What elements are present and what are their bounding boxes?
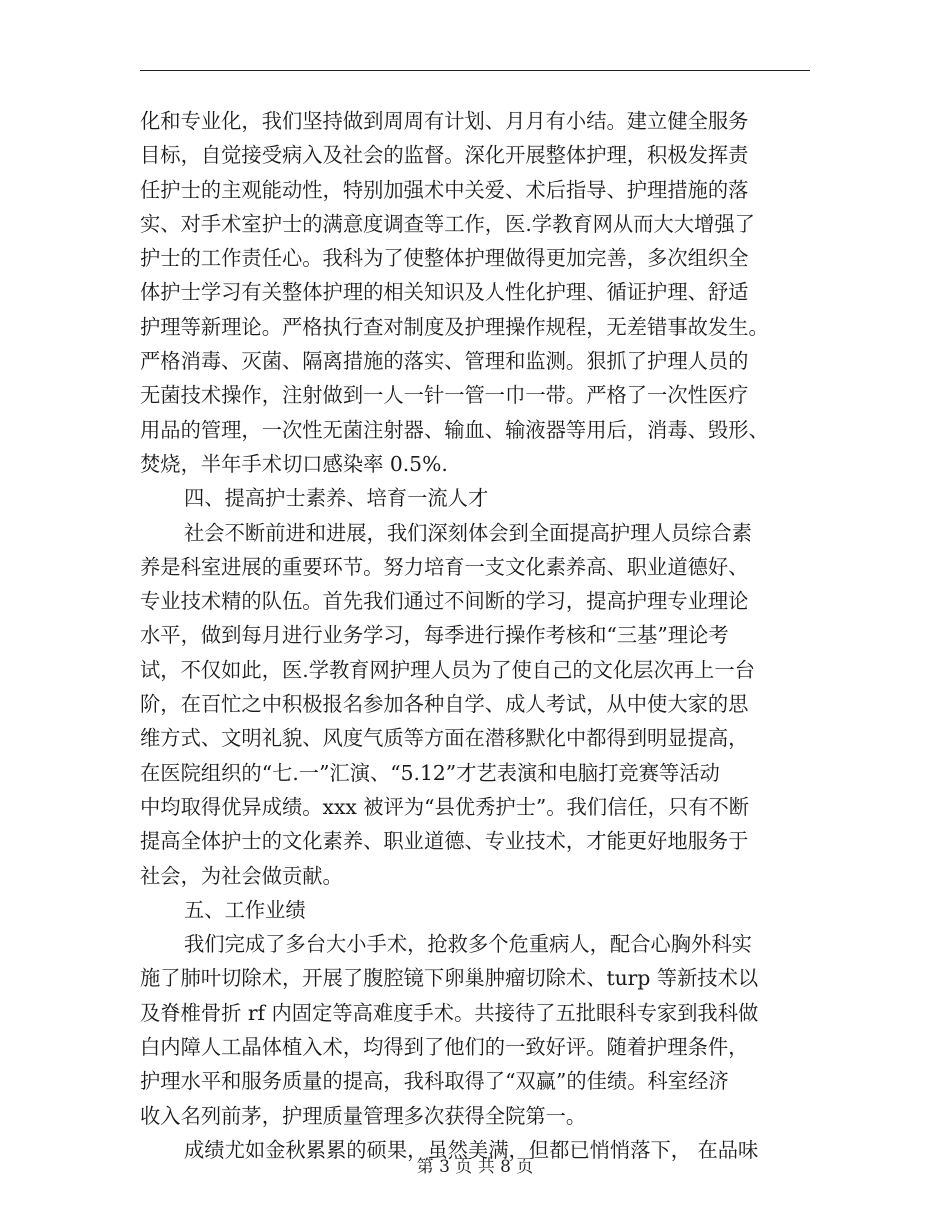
text-line: 成绩尤如金秋累累的硕果，虽然美满，但都已悄悄落下， 在品味 <box>184 1137 759 1162</box>
text-line: 体护士学习有关整体护理的相关知识及人性化护理、循证护理、舒适 <box>140 280 749 305</box>
text-line: 白内障人工晶体植入术，均得到了他们的一致好评。随着护理条件， <box>140 1035 749 1060</box>
text-line: 焚烧，半年手术切口感染率 0.5%. <box>140 451 448 476</box>
section-heading: 五、工作业绩 <box>184 897 306 922</box>
text-line: 在医院组织的“七.一”汇演、“5.12”才艺表演和电脑打竞赛等活动 <box>140 760 720 785</box>
text-line: 提高全体护士的文化素养、职业道德、专业技术，才能更好地服务于 <box>140 829 749 854</box>
text-line: 阶，在百忙之中积极报名参加各种自学、成人考试，从中使大家的思 <box>140 692 749 717</box>
text-line: 中均取得优异成绩。xxx 被评为“县优秀护士”。我们信任，只有不断 <box>140 794 750 819</box>
text-line: 化和专业化，我们坚持做到周周有计划、月月有小结。建立健全服务 <box>140 109 749 133</box>
text-line: 护理等新理论。严格执行查对制度及护理操作规程，无差错事故发生。 <box>140 314 769 339</box>
page-footer: 第 3 页 共 8 页 <box>416 1157 534 1177</box>
text-line: 维方式、文明礼貌、风度气质等方面在潜移默化中都得到明显提高， <box>140 726 749 751</box>
text-line: 施了肺叶切除术，开展了腹腔镜下卵巢肿瘤切除术、turp 等新技术以 <box>140 966 759 991</box>
section-heading: 四、提高护士素养、培育一流人才 <box>184 486 489 511</box>
text-line: 我们完成了多台大小手术，抢救多个危重病人，配合心胸外科实 <box>184 932 752 957</box>
text-line: 护士的工作责任心。我科为了使整体护理做得更加完善，多次组织全 <box>140 246 749 271</box>
text-line: 社会不断前进和进展，我们深刻体会到全面提高护理人员综合素 <box>184 520 752 545</box>
text-line: 收入名列前茅，护理质量管理多次获得全院第一。 <box>140 1103 587 1128</box>
text-line: 严格消毒、灭菌、隔离措施的落实、管理和监测。狠抓了护理人员的 <box>140 349 749 374</box>
text-line: 护理水平和服务质量的提高，我科取得了“双赢”的佳绩。科室经济 <box>140 1069 729 1094</box>
text-line: 试，不仅如此，医.学教育网护理人员为了使自己的文化层次再上一台 <box>140 657 755 682</box>
text-line: 实、对手术室护士的满意度调查等工作，医.学教育网从而大大增强了 <box>140 211 755 236</box>
text-line: 养是科室进展的重要环节。努力培育一支文化素养高、职业道德好、 <box>140 554 749 579</box>
text-line: 任护士的主观能动性，特别加强术中关爱、术后指导、护理措施的落 <box>140 177 749 202</box>
text-line: 社会，为社会做贡献。 <box>140 863 343 888</box>
header-rule <box>140 70 810 71</box>
text-line: 及脊椎骨折 rf 内固定等高难度手术。共接待了五批眼科专家到我科做 <box>140 1000 759 1025</box>
text-line: 目标，自觉接受病入及社会的监督。深化开展整体护理，积极发挥责 <box>140 143 749 168</box>
text-line: 水平，做到每月进行业务学习，每季进行操作考核和“三基”理论考 <box>140 623 729 648</box>
document-body <box>140 104 810 1167</box>
text-line: 专业技术精的队伍。首先我们通过不间断的学习，提高护理专业理论 <box>140 589 749 614</box>
text-line: 无菌技术操作，注射做到一人一针一管一巾一带。严格了一次性医疗 <box>140 383 749 408</box>
text-line: 用品的管理，一次性无菌注射器、输血、输液器等用后，消毒、毁形、 <box>140 417 769 442</box>
